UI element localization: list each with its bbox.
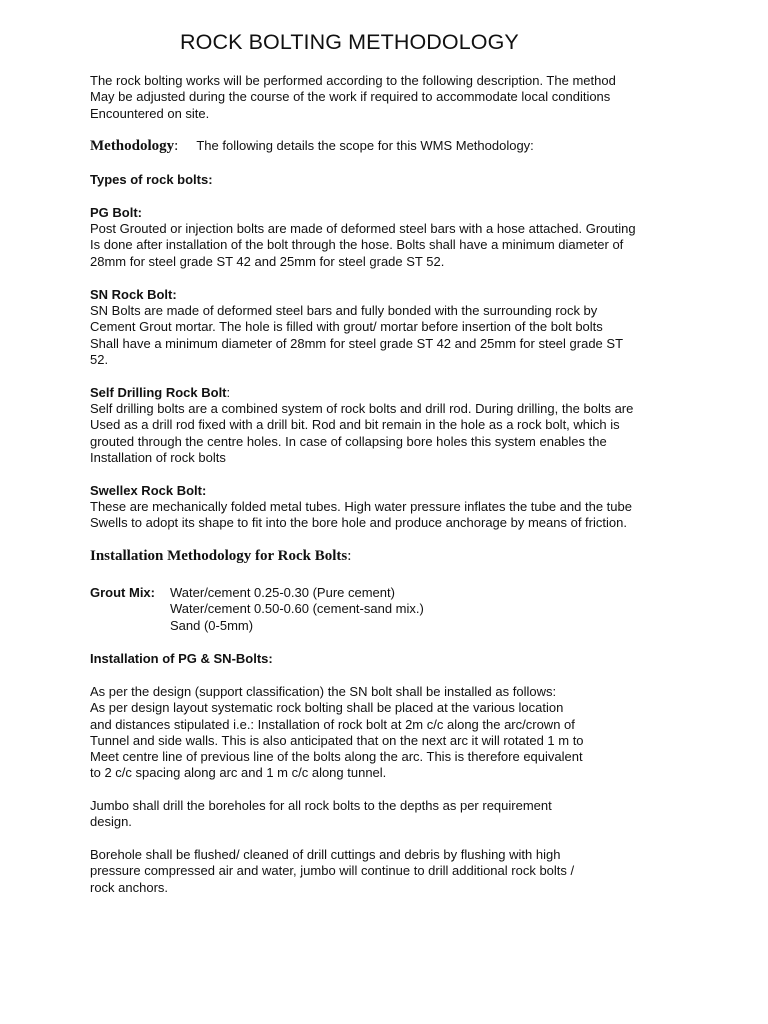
install-pg-sn-heading: Installation of PG & SN-Bolts:: [90, 651, 273, 666]
paragraph-line: Tunnel and side walls. This is also anticipated that on the next arc it will rotated 1 m to: [90, 732, 584, 748]
self-drilling-line: Self drilling bolts are a combined system of rock bolts and drill rod. During drilling, the bolts are: [90, 401, 634, 416]
paragraph-line: design.: [90, 814, 132, 830]
self-drilling-line: Installation of rock bolts: [90, 449, 226, 465]
paragraph-line: to 2 c/c spacing along arc and 1 m c/c along tunnel.: [90, 765, 387, 781]
self-drilling-heading-line: [90, 385, 690, 401]
grout-mix-item: Water/cement 0.25-0.30 (Pure cement): [170, 585, 395, 600]
methodology-line: [90, 138, 690, 154]
grout-mix-item: Water/cement 0.50-0.60 (cement-sand mix.): [170, 601, 424, 617]
self-drilling-colon: :: [226, 385, 231, 400]
installation-paragraph-3: [90, 847, 690, 896]
installation-heading-line: [90, 548, 690, 564]
swellex-paragraph: [90, 499, 690, 532]
intro-paragraph: [90, 73, 690, 122]
installation-heading: Installation Methodology for Rock Bolts: [90, 548, 348, 564]
intro-line: The rock bolting works will be performed according to the following description. The method: [90, 73, 616, 88]
self-drilling-line: Used as a drill rod fixed with a drill bit. Rod and bit remain in the hole as a rock bolt, which is: [90, 417, 620, 433]
paragraph-line: As per the design (support classification) the SN bolt shall be installed as follows:: [90, 684, 557, 699]
paragraph-line: Borehole shall be flushed/ cleaned of drill cuttings and debris by flushing with high: [90, 847, 561, 862]
page-title: ROCK BOLTING METHODOLOGY: [180, 30, 519, 54]
installation-paragraph-2: [90, 798, 690, 831]
paragraph-line: and distances stipulated i.e.: Installation of rock bolt at 2m c/c along the arc/crown of: [90, 716, 575, 732]
paragraph-line: As per design layout systematic rock bolting shall be placed at the various location: [90, 700, 564, 716]
swellex-heading: Swellex Rock Bolt:: [90, 483, 207, 498]
self-drilling-paragraph: [90, 401, 690, 466]
sn-line: SN Bolts are made of deformed steel bars and fully bonded with the surrounding rock by: [90, 303, 598, 318]
grout-mix-block: [90, 585, 690, 634]
intro-line: May be adjusted during the course of the work if required to accommodate local conditions: [90, 89, 611, 105]
pg-line: Post Grouted or injection bolts are made of deformed steel bars with a hose attached. Grouting: [90, 221, 636, 236]
self-drilling-line: grouted through the centre holes. In case of collapsing bore holes this system enables the: [90, 433, 607, 449]
swellex-line: Swells to adopt its shape to fit into the bore hole and produce anchorage by means of friction.: [90, 515, 627, 531]
pg-line: 28mm for steel grade ST 42 and 25mm for steel grade ST 52.: [90, 253, 445, 269]
pg-line: Is done after installation of the bolt through the hose. Bolts shall have a minimum diameter of: [90, 237, 624, 253]
methodology-colon: :: [174, 138, 179, 154]
intro-line: Encountered on site.: [90, 105, 210, 121]
types-heading: Types of rock bolts:: [90, 172, 213, 187]
sn-line: 52.: [90, 351, 109, 367]
methodology-text: The following details the scope for this WMS Methodology:: [196, 138, 534, 153]
installation-paragraph-1: [90, 684, 690, 782]
pg-bolt-heading: PG Bolt:: [90, 205, 142, 220]
paragraph-line: Jumbo shall drill the boreholes for all rock bolts to the depths as per requirement: [90, 798, 552, 813]
paragraph-line: pressure compressed air and water, jumbo will continue to drill additional rock bolts /: [90, 863, 575, 879]
swellex-line: These are mechanically folded metal tubes. High water pressure inflates the tube and the tube: [90, 499, 632, 514]
methodology-label: Methodology: [90, 138, 175, 154]
sn-line: Cement Grout mortar. The hole is filled with grout/ mortar before insertion of the bolt bolts: [90, 319, 603, 335]
grout-mix-item: Sand (0-5mm): [170, 617, 254, 633]
installation-colon: :: [347, 548, 352, 564]
paragraph-line: rock anchors.: [90, 879, 169, 895]
sn-bolt-heading: SN Rock Bolt:: [90, 287, 177, 302]
sn-line: Shall have a minimum diameter of 28mm for steel grade ST 42 and 25mm for steel grade ST: [90, 335, 624, 351]
paragraph-line: Meet centre line of previous line of the bolts along the arc. This is therefore equivalent: [90, 749, 583, 765]
grout-mix-label: Grout Mix:: [90, 585, 155, 600]
self-drilling-heading: Self Drilling Rock Bolt: [90, 385, 227, 400]
sn-bolt-paragraph: [90, 303, 690, 368]
pg-bolt-paragraph: [90, 221, 690, 270]
